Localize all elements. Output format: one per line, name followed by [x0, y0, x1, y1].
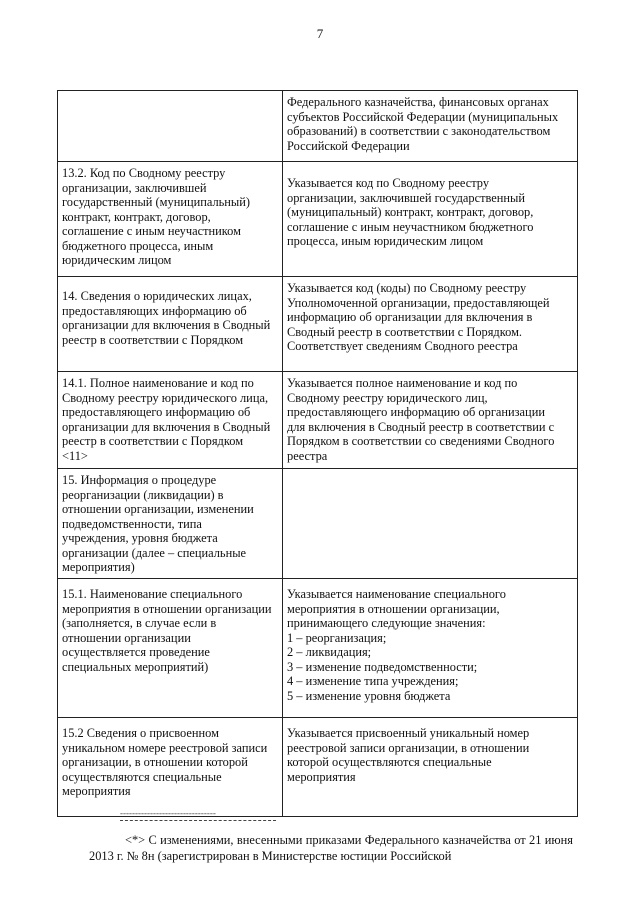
cell-line: Соответствует сведениям Сводного реестра: [287, 339, 518, 353]
footnote: <*> С изменениями, внесенными приказами Федерального казначейства от 21 июня 2013 г. № 8н (зарегистрирован в Министерстве юстиции Российской: [89, 833, 573, 863]
footnote-separator: [120, 820, 276, 821]
table-cell-left: [58, 372, 283, 469]
cell-line: организации, заключившей: [62, 180, 207, 195]
table-cell-right: [283, 162, 578, 277]
cell-line: образований) в соответствии с законодательством: [287, 124, 551, 138]
table-cell-right: [283, 372, 578, 469]
cell-line: предоставляющего информацию об: [62, 405, 251, 419]
cell-line: мероприятия в отношении организации,: [287, 601, 500, 616]
footnote-rule-text: --------------------------------: [120, 808, 216, 818]
cell-line: предоставляющих информацию об: [62, 303, 247, 318]
table-cell-right: [283, 579, 578, 718]
cell-line: реестр в соответствии с Порядком: [62, 332, 244, 347]
cell-line: предоставляющего информацию об организации: [287, 405, 545, 419]
cell-line: Указывается наименование специального: [287, 587, 506, 601]
table-cell-left: [58, 469, 283, 579]
table-row: [58, 91, 578, 162]
table-cell-right: [283, 277, 578, 372]
table-row: [58, 469, 578, 579]
cell-line: которой осуществляются специальные: [287, 755, 492, 769]
cell-line: Федерального казначейства, финансовых органах: [287, 95, 549, 109]
cell-line: контракт, контракт, договор,: [62, 209, 211, 224]
cell-line: мероприятия): [62, 560, 135, 574]
cell-line: реестр в соответствии с Порядком: [62, 434, 244, 448]
cell-line: (муниципальный) контракт, контракт, договор,: [287, 205, 534, 219]
cell-line: мероприятия: [62, 784, 131, 798]
table-cell-left: [58, 277, 283, 372]
cell-line: 15.1. Наименование специального: [62, 587, 243, 601]
table-cell-right: [283, 469, 578, 579]
cell-line: 4 – изменение типа учреждения;: [287, 674, 459, 688]
cell-line: (заполняется, в случае если в: [62, 616, 217, 630]
cell-line: 5 – изменение уровня бюджета: [287, 688, 451, 703]
cell-line: соглашение с иным неучастником: [62, 224, 241, 238]
cell-line: Указывается полное наименование и код по: [287, 376, 518, 390]
cell-line: <11>: [62, 448, 88, 463]
cell-line: процесса, иным юридическим лицом: [287, 234, 484, 248]
cell-line: Сводный реестр в соответствии с Порядком.: [287, 324, 523, 339]
cell-line: осуществляется проведение: [62, 645, 210, 659]
cell-line: уникальном номере реестровой записи: [62, 740, 268, 755]
cell-line: 13.2. Код по Сводному реестру: [62, 166, 226, 180]
cell-line: реестровой записи организации, в отношении: [287, 740, 530, 755]
cell-line: организации, в отношении которой: [62, 755, 248, 769]
cell-line: организации для включения в Сводный: [62, 419, 271, 434]
cell-line: мероприятия: [287, 769, 356, 784]
cell-line: 15.2 Сведения о присвоенном: [62, 726, 219, 740]
cell-line: 1 – реорганизация;: [287, 630, 387, 645]
cell-line: Сводному реестру юридического лица,: [62, 390, 269, 405]
page-number: 7: [316, 26, 324, 41]
cell-line: реестра: [287, 448, 328, 463]
cell-line: 15. Информация о процедуре: [62, 473, 217, 487]
cell-line: организации, заключившей государственный: [287, 190, 526, 205]
table-row: [58, 277, 578, 372]
cell-line: для включения в Сводный реестр в соответствии с: [287, 419, 555, 434]
cell-line: Указывается код по Сводному реестру: [287, 176, 490, 190]
cell-line: Указывается присвоенный уникальный номер: [287, 726, 530, 740]
cell-line: отношении организации, изменении: [62, 502, 254, 516]
cell-line: специальных мероприятий): [62, 659, 209, 674]
cell-line: подведомственности, типа: [62, 516, 202, 531]
cell-line: 14.1. Полное наименование и код по: [62, 376, 254, 390]
cell-line: субъектов Российской Федерации (муниципальных: [287, 109, 559, 124]
table-row: [58, 718, 578, 817]
table-cell-right: [283, 91, 578, 162]
cell-line: 14. Сведения о юридических лицах,: [62, 289, 252, 303]
table-cell-left: [58, 718, 283, 817]
cell-line: соглашение с иным неучастником бюджетного: [287, 219, 534, 234]
table-cell-left: [58, 91, 283, 162]
cell-line: реорганизации (ликвидации) в: [62, 487, 224, 502]
table-row: [58, 372, 578, 469]
cell-line: Уполномоченной организации, предоставляющей: [287, 295, 550, 310]
cell-line: Указывается код (коды) по Сводному реестру: [287, 281, 527, 295]
table-cell-right: [283, 718, 578, 817]
cell-line: учреждения, уровня бюджета: [62, 531, 218, 545]
cell-line: организации для включения в Сводный: [62, 318, 271, 332]
table-row: [58, 579, 578, 718]
cell-line: принимающего следующие значения:: [287, 616, 486, 630]
cell-line: Сводному реестру юридического лиц,: [287, 390, 488, 405]
cell-line: Российской Федерации: [287, 138, 410, 153]
cell-line: мероприятия в отношении организации: [62, 601, 272, 616]
table-row: [58, 162, 578, 277]
cell-line: бюджетного процесса, иным: [62, 238, 214, 253]
cell-line: отношении организации: [62, 630, 191, 645]
cell-line: юридическим лицом: [62, 253, 172, 267]
cell-line: осуществляются специальные: [62, 769, 222, 784]
cell-line: государственный (муниципальный): [62, 195, 251, 209]
cell-line: организации (далее – специальные: [62, 545, 247, 560]
cell-line: 3 – изменение подведомственности;: [287, 659, 478, 674]
cell-line: Порядком в соответствии со сведениями Сводного: [287, 434, 555, 448]
table-cell-left: [58, 162, 283, 277]
cell-line: информацию об организации для включения в: [287, 310, 533, 324]
table-cell-left: [58, 579, 283, 718]
cell-line: 2 – ликвидация;: [287, 645, 372, 659]
requirements-table: [57, 90, 578, 817]
